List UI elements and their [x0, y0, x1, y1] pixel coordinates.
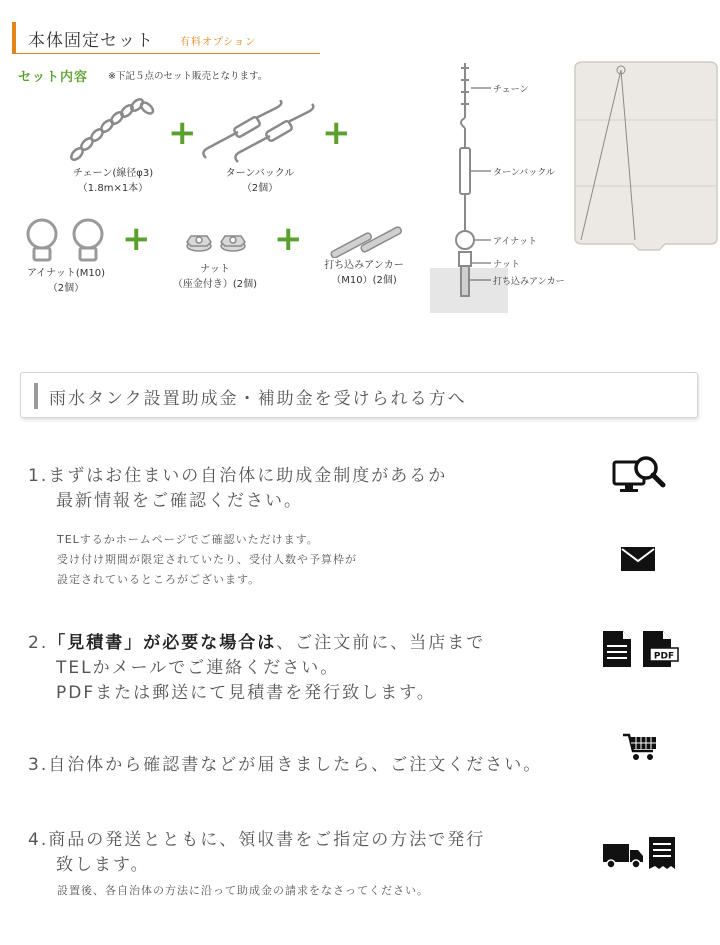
nut-image — [175, 226, 255, 254]
step-2-num: 2. — [28, 633, 49, 653]
step-1-notes — [57, 530, 357, 590]
diagram-label-chain: チェーン — [493, 85, 529, 95]
chain-image — [63, 96, 163, 166]
item-chain-name: チェーン(線径φ3) — [72, 168, 154, 179]
truck-icon — [602, 840, 644, 870]
item-anchor-name: 打ち込みアンカー — [324, 260, 404, 271]
step-4-line2: 致します。 — [56, 855, 150, 875]
eye-nut-image — [18, 212, 114, 266]
anchor-image — [319, 216, 409, 258]
step-3 — [28, 753, 542, 778]
item-turnbuckle-name: ターンバックル — [225, 168, 295, 179]
section-title: 本体固定セット — [28, 31, 154, 51]
step-2 — [28, 631, 485, 706]
turnbuckle-image — [198, 100, 322, 166]
item-turnbuckle-detail: （2個） — [241, 183, 279, 194]
banner-title: 雨水タンク設置助成金・補助金を受けられる方へ — [49, 389, 467, 409]
item-eye-nut-detail: （2個） — [47, 283, 85, 294]
step-1-note1: TELするかホームページでご確認いただけます。 — [57, 533, 319, 546]
installation-diagram — [425, 58, 720, 313]
step-1-line1: 1.まずはお住まいの自治体に助成金制度があるか — [28, 466, 448, 486]
plus-sign: + — [122, 219, 151, 259]
step-2-line2: TELかメールでご連絡ください。 — [56, 658, 340, 678]
computer-search-icon — [612, 454, 666, 496]
item-turnbuckle — [196, 100, 324, 196]
step-2-line3: PDFまたは郵送にて見積書を発行致します。 — [56, 683, 436, 703]
set-contents-label: セット内容 — [18, 70, 89, 85]
option-label: 有料オプション — [180, 37, 257, 48]
step-3-line1: 3.自治体から確認書などが届きましたら、ご注文ください。 — [28, 755, 543, 775]
item-chain — [58, 96, 168, 196]
section-header — [12, 22, 320, 54]
set-note: ※下記５点のセット販売となります。 — [108, 71, 268, 82]
diagram-label-eye-nut: アイナット — [493, 237, 538, 247]
mail-icon — [620, 546, 656, 572]
document-icon — [602, 630, 632, 668]
step-2-bold: 「見積書」が必要な場合は — [48, 633, 277, 653]
step-1-line2: 最新情報をご確認ください。 — [56, 491, 303, 511]
step-4-note: 設置後、各自治体の方法に沿って助成金の請求をなさってください。 — [57, 884, 429, 897]
diagram-label-turnbuckle: ターンバックル — [493, 168, 555, 178]
item-chain-detail: （1.8m×1本） — [77, 183, 149, 194]
installation-image — [425, 58, 720, 313]
step-4 — [28, 828, 485, 878]
step-1-note3: 設定されているところがございます。 — [57, 573, 261, 586]
banner-accent-bar — [34, 383, 38, 409]
pdf-icon — [640, 630, 680, 668]
item-anchor-detail: （M10）(2個) — [331, 275, 397, 286]
diagram-label-anchor: 打ち込みアンカー — [493, 277, 565, 287]
item-eye-nut-name: アイナット(M10) — [26, 268, 106, 279]
step-1 — [28, 464, 447, 514]
item-nut — [160, 226, 270, 292]
plus-sign: + — [168, 113, 197, 153]
subsidy-banner — [20, 372, 698, 418]
step-1-note2: 受け付け期間が限定されていたり、受付人数や予算枠が — [57, 553, 357, 566]
step-2-rest: 、ご注文前に、当店まで — [276, 633, 486, 653]
step-4-line1: 4.商品の発送とともに、領収書をご指定の方法で発行 — [28, 830, 486, 850]
item-nut-detail: （座金付き）(2個) — [172, 279, 258, 290]
plus-sign: + — [274, 219, 303, 259]
pdf-icon-label: PDF — [653, 651, 675, 662]
item-eye-nut — [14, 212, 118, 296]
receipt-icon — [648, 836, 676, 876]
diagram-label-nut: ナット — [493, 260, 520, 270]
plus-sign: + — [322, 113, 351, 153]
item-anchor — [304, 216, 424, 288]
item-nut-name: ナット — [200, 264, 230, 275]
cart-icon — [622, 732, 658, 762]
